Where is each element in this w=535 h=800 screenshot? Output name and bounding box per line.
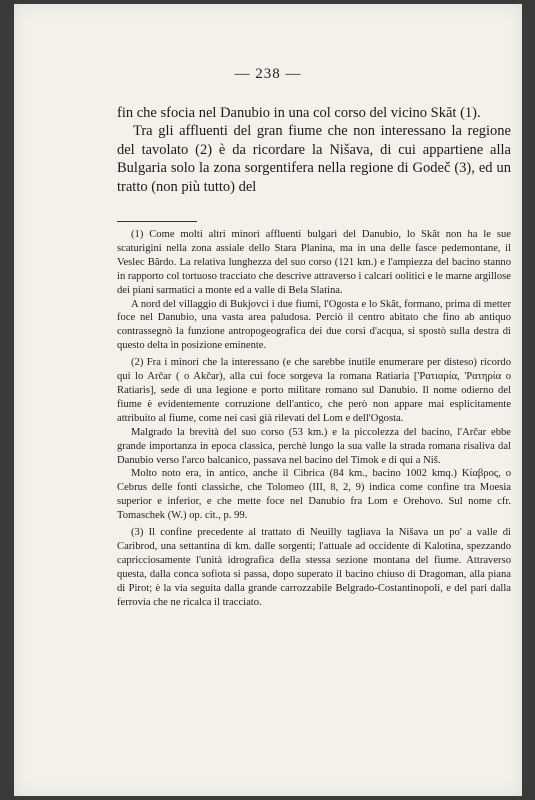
page-number-header: — 238 —	[234, 66, 302, 82]
footnote: Molto noto era, in antico, anche il Cibrica (84 km., bacino 1002 kmq.) Κίαβρος, o Cebrus delle fonti classiche, che Tolomeo (III, 8, 2, 9) indica come confine tra Moesia superior e inferior, e che mette foce nel Danubio fra Lom e Orehovo. Sul nome cfr. Tomaschek (W.) op. cit., p. 99.	[117, 468, 511, 522]
body-paragraph: Tra gli affluenti del gran fiume che non interessano la regione del tavolato (2) è da ricordare la Nišava, di cui appartiene alla Bulgaria solo la zona sorgentifera nella regione di Godeč (3), ed un tratto (non più tutto) del	[117, 123, 511, 195]
footnote: A nord del villaggio di Bukjovci i due fiumi, l'Ogosta e lo Skăt, formano, prima di metter foce nel Danubio, una vasta area paludosa. Perciò il centro abitato che fino ab antiquo contrassegnò la funzione antropogeografica dei due corsi d'acqua, si spostò sulla destra di questo delta in posizione eminente.	[117, 298, 511, 352]
footnote: (2) Fra i minori che la interessano (e che sarebbe inutile enumerare per disteso) ricordo qui lo Arčar ( o Akčar), alla cui foce sorgeva la romana Ratiaria ['Ρατιαρία, 'Ρατηρία o Ratiaris], sede di una legione e porto militare romano sul Danubio. Il nome odierno del fiume è evidentemente corruzione dell'antico, che però non appare mai esplicitamente attribuito al fiume, come nei casi già rilevati del Lom e dell'Ogosta.	[117, 357, 511, 424]
footnote: (1) Come molti altri minori affluenti bulgari del Danubio, lo Skăt non ha le sue scaturigini nella zona assiale dello Stara Planina, ma in una delle fasce pedemontane, il Veslec Bărdo. La relativa lunghezza del suo corso (121 km.) e l'ampiezza del bacino stanno in rapporto col tortuoso tracciato che descrive attraverso i calcari oolitici e le marne argillose dei piani sarmatici a monte ed a valle di Bela Slatina.	[117, 229, 511, 296]
body-paragraph: fin che sfocia nel Danubio in una col corso del vicino Skăt (1).	[117, 105, 481, 121]
footnotes	[117, 228, 511, 609]
book-page	[14, 4, 522, 796]
footnote: (3) Il confine precedente al trattato di Neuilly tagliava la Nišava un po' a valle di Caribrod, una settantina di km. dalle sorgenti; l'attuale ad occidente di Kalotina, spezzando capricciosamente l'unità idrografica della stessa sezione montana del fiume. Attraverso questa, dalla conca sofiota si passa, dopo superato il bacino chiuso di Dragoman, alla piana di Pirot; è la via seguita dalla grande carrozzabile Belgrado-Costantinopoli, e del pari dalla ferrovia che ne ricalca il tracciato.	[117, 527, 511, 608]
main-text	[117, 104, 511, 196]
footnote: Malgrado la brevità del suo corso (53 km.) e la piccolezza del bacino, l'Arčar ebbe grande importanza in epoca classica, perchè lungo la sua valle la strada romana risaliva dal Danubio verso l'arco balcanico, passava nel bacino del Timok e di qui a Niš.	[117, 426, 511, 466]
footnote-divider	[117, 221, 197, 222]
